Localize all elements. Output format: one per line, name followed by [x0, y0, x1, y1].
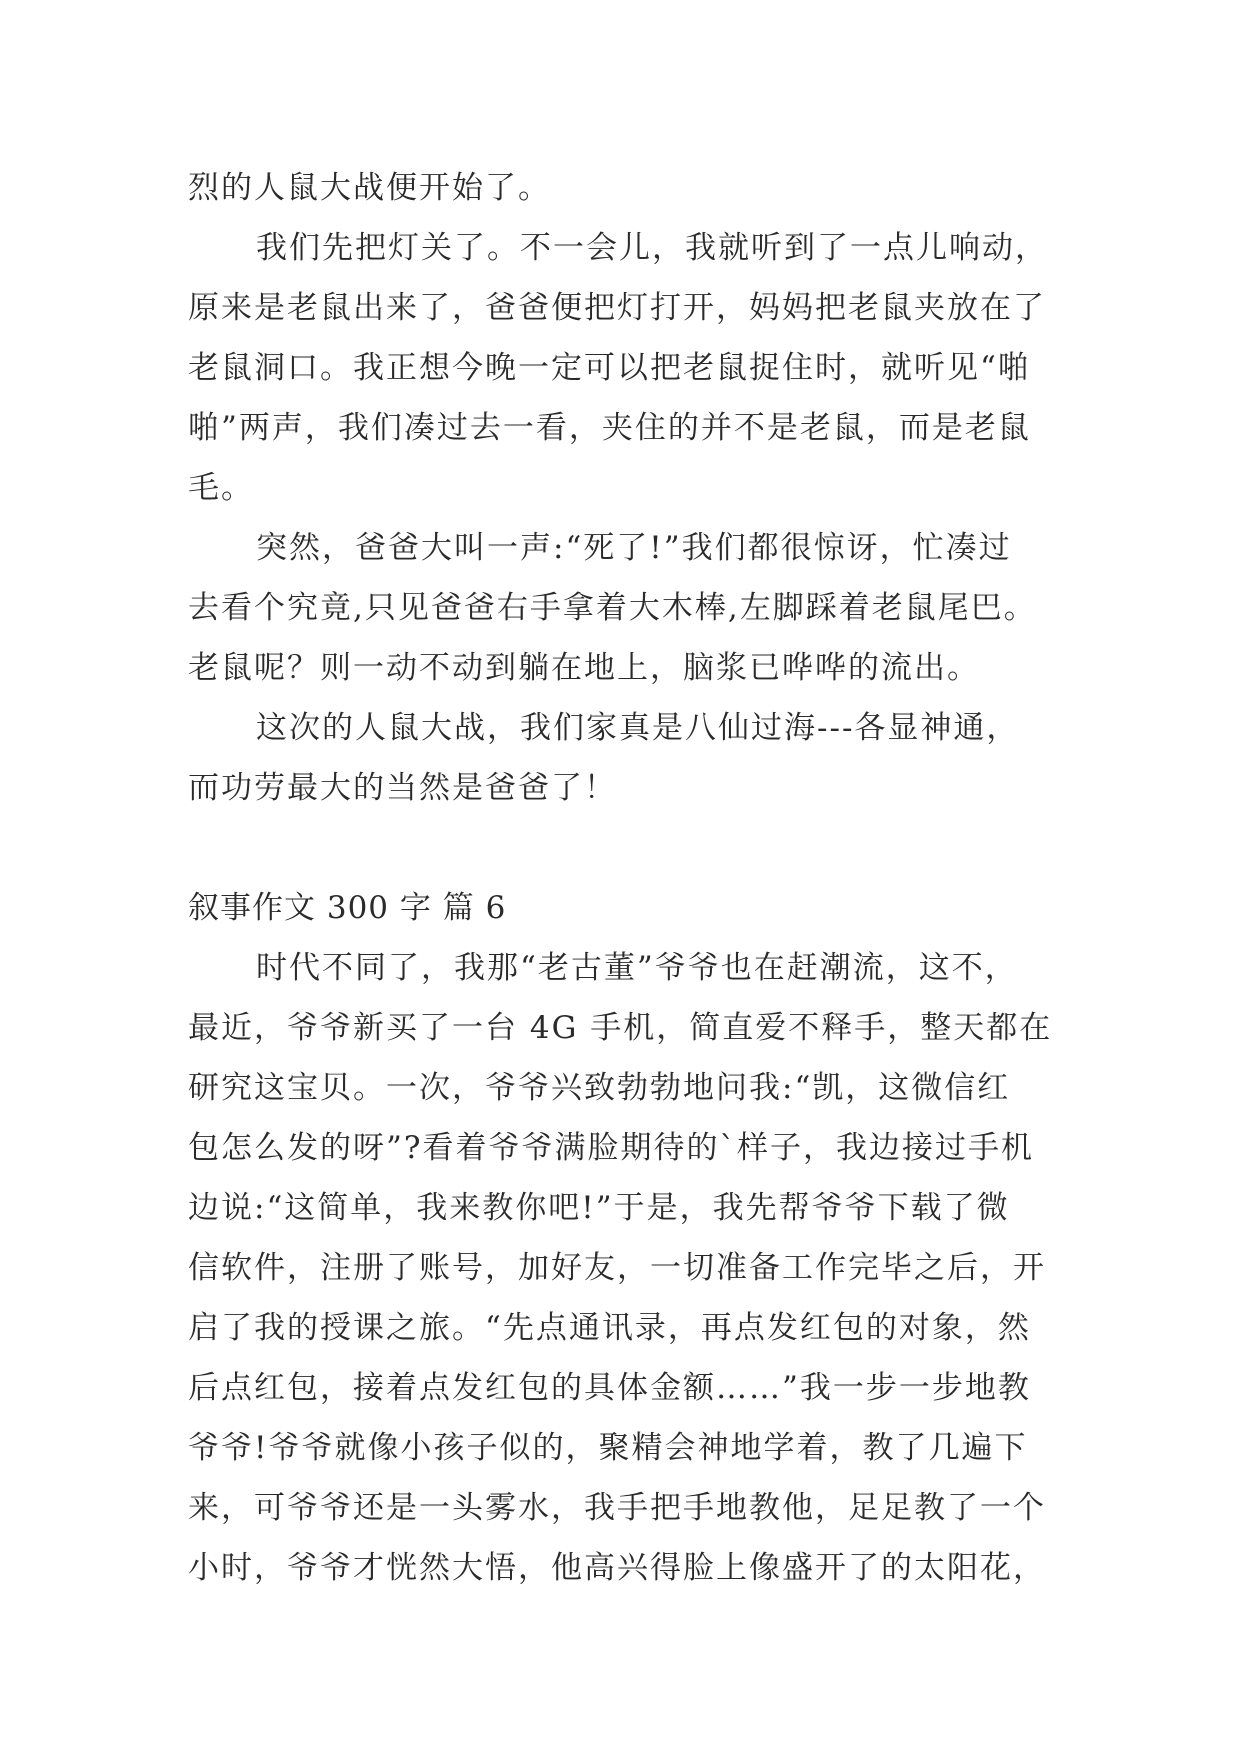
paragraph-gap — [188, 818, 1068, 878]
text-line: 边说:“这简单，我来教你吧!”于是，我先帮爷爷下载了微 — [188, 1190, 1010, 1226]
text-line: 包怎么发的呀”?看着爷爷满脸期待的`样子，我边接过手机 — [188, 1130, 1034, 1166]
text-line: 突然，爸爸大叫一声:“死了!”我们都很惊讶，忙凑过 — [256, 530, 1012, 566]
text-line: 去看个究竟,只见爸爸右手拿着大木棒,左脚踩着老鼠尾巴。 — [188, 590, 1037, 626]
section-heading: 叙事作文 300 字 篇 6 — [188, 890, 507, 926]
text-line: 后点红包，接着点发红包的具体金额……”我一步一步地教 — [188, 1370, 1031, 1406]
text-line: 毛。 — [188, 470, 254, 506]
text-line: 爷爷!爷爷就像小孩子似的，聚精会神地学着，教了几遍下 — [188, 1430, 1028, 1466]
text-line: 老鼠洞口。我正想今晚一定可以把老鼠捉住时，就听见“啪 — [188, 350, 1031, 386]
text-line: 小时，爷爷才恍然大悟，他高兴得脸上像盛开了的太阳花， — [188, 1550, 1046, 1586]
text-line: 而功劳最大的当然是爸爸了！ — [188, 770, 617, 806]
story-part-2 — [188, 938, 1068, 1598]
text-line: 时代不同了，我那“老古董”爷爷也在赶潮流，这不， — [256, 950, 1018, 986]
text-line: 启了我的授课之旅。“先点通讯录，再点发红包的对象，然 — [188, 1310, 1031, 1346]
text-line: 最近，爷爷新买了一台 4G 手机，简直爱不释手，整天都在 — [188, 1010, 1053, 1046]
text-line: 原来是老鼠出来了，爸爸便把灯打开，妈妈把老鼠夹放在了 — [188, 290, 1046, 326]
text-line: 啪”两声，我们凑过去一看，夹住的并不是老鼠，而是老鼠 — [188, 410, 1031, 446]
text-line: 老鼠呢？则一动不动到躺在地上，脑浆已哗哗的流出。 — [188, 650, 980, 686]
text-line: 这次的人鼠大战，我们家真是八仙过海---各显神通， — [256, 710, 1020, 746]
text-line: 信软件，注册了账号，加好友，一切准备工作完毕之后，开 — [188, 1250, 1046, 1286]
text-line: 我们先把灯关了。不一会儿，我就听到了一点儿响动， — [256, 230, 1048, 266]
story-part-1 — [188, 158, 1068, 818]
text-line: 烈的人鼠大战便开始了。 — [188, 170, 551, 206]
document-body — [188, 158, 1068, 1598]
text-line: 研究这宝贝。一次，爷爷兴致勃勃地问我:“凯，这微信红 — [188, 1070, 1011, 1106]
text-line: 来，可爷爷还是一头雾水，我手把手地教他，足足教了一个 — [188, 1490, 1046, 1526]
